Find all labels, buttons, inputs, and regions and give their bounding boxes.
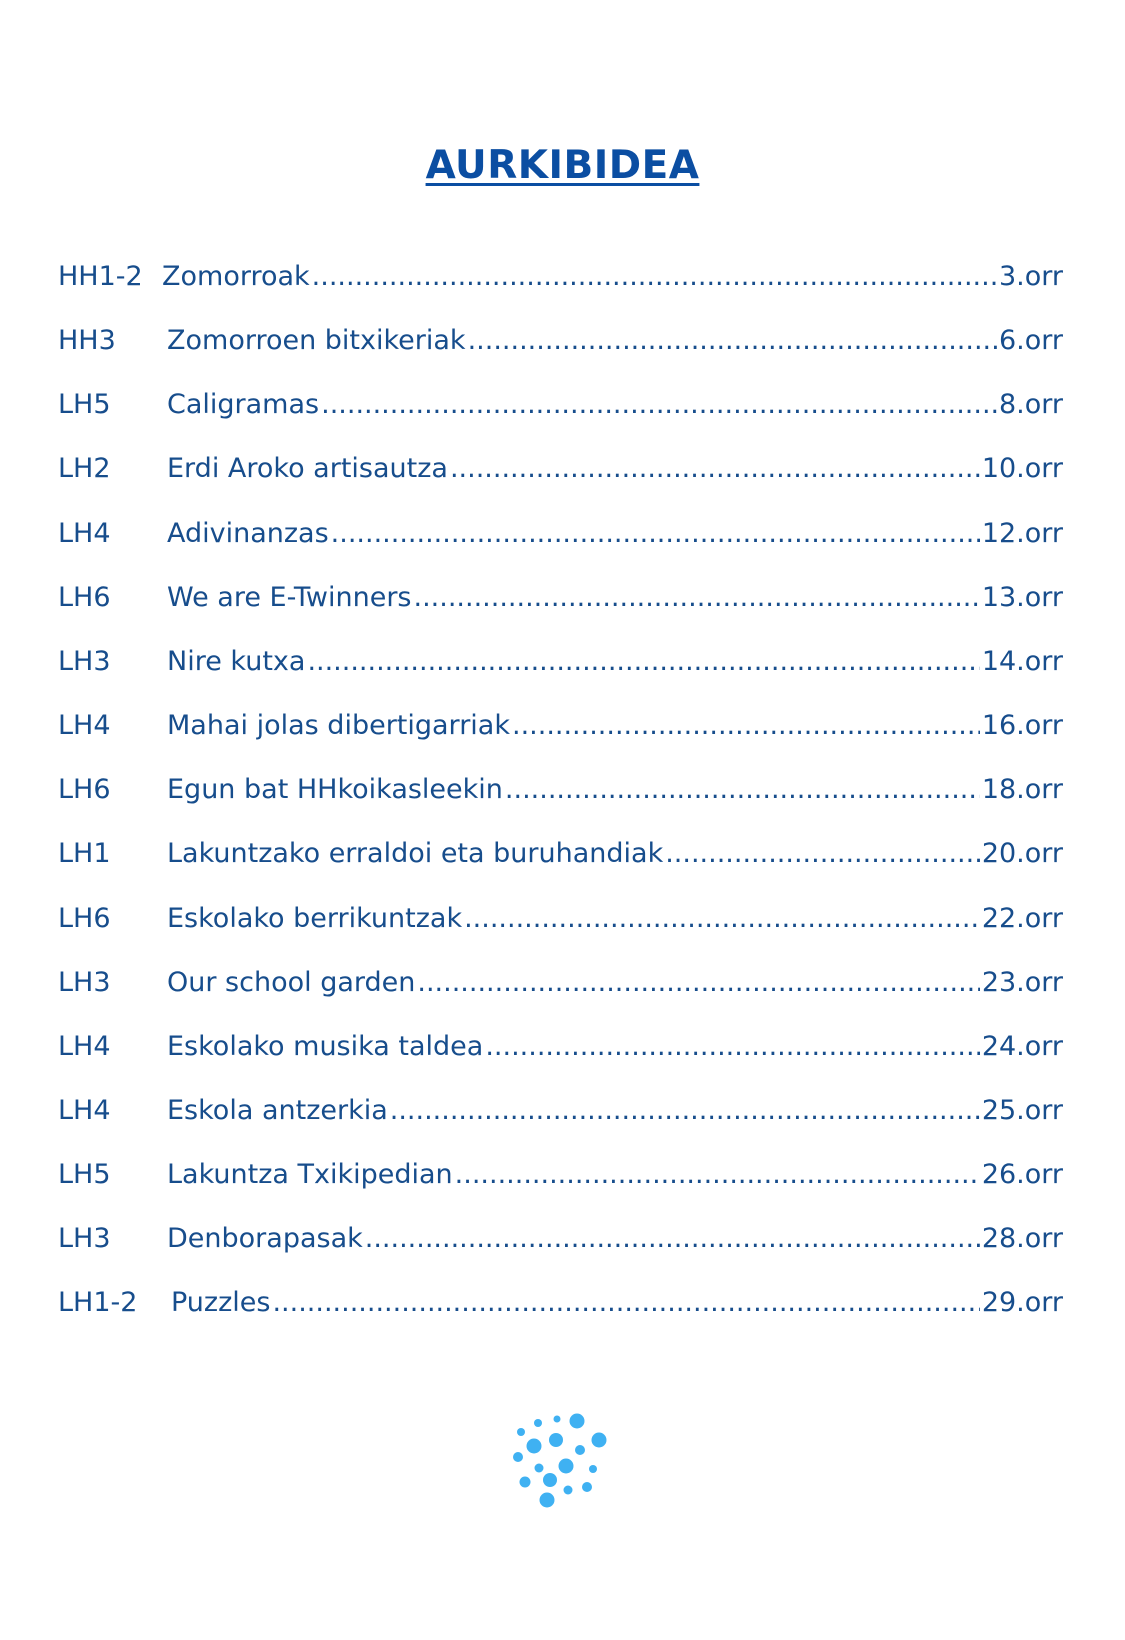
toc-entry-page: 14.orr (981, 645, 1063, 677)
logo-dot (540, 1493, 555, 1508)
toc-entry-code: LH4 (58, 517, 111, 549)
toc-entry-code: LH3 (58, 966, 111, 998)
logo-dot (534, 1419, 542, 1427)
toc-entry-title: Nire kutxa (167, 645, 306, 677)
toc-leader-dots (390, 1091, 980, 1131)
toc-leader-dots (450, 449, 980, 489)
logo-dot (543, 1473, 557, 1487)
toc-entry-title: Lakuntza Txikipedian (167, 1159, 453, 1191)
toc-leader-dots (365, 1219, 980, 1259)
toc-entry-page: 24.orr (981, 1030, 1063, 1062)
toc-entry-code: HH3 (58, 325, 116, 357)
toc-entry-page: 16.orr (981, 710, 1063, 742)
toc-entry-code: LH6 (58, 581, 111, 613)
toc-entry-code: LH2 (58, 453, 111, 485)
toc-entry-page: 28.orr (981, 1223, 1063, 1255)
toc-leader-dots (455, 1155, 980, 1195)
toc-entry-title: We are E-Twinners (167, 581, 412, 613)
toc-entry-page: 22.orr (981, 902, 1063, 934)
toc-entry[interactable] (58, 1091, 1063, 1131)
toc-entry-title: Denborapasak (167, 1223, 363, 1255)
toc-entry-code: LH1 (58, 838, 111, 870)
toc-entry-title: Lakuntzako erraldoi eta buruhandiak (167, 838, 664, 870)
toc-entry-code: LH3 (58, 1223, 111, 1255)
toc-entry[interactable] (58, 1027, 1063, 1067)
toc-entry[interactable] (58, 770, 1063, 810)
toc-entry-page: 10.orr (981, 453, 1063, 485)
toc-leader-dots (321, 385, 997, 425)
toc-entry[interactable] (58, 321, 1063, 361)
logo-dot (549, 1433, 563, 1447)
toc-leader-dots (414, 578, 980, 618)
logo-dot (589, 1465, 597, 1473)
toc-entry-page: 29.orr (981, 1287, 1063, 1319)
toc-leader-dots (272, 1283, 979, 1323)
logo-dot (564, 1486, 573, 1495)
logo-dot (570, 1414, 585, 1429)
toc-entry[interactable] (58, 257, 1063, 297)
toc-leader-dots (665, 834, 980, 874)
logo-dot (520, 1477, 531, 1488)
toc-entry[interactable] (58, 514, 1063, 554)
toc-entry-code: LH5 (58, 389, 111, 421)
toc-entry-title: Zomorroen bitxikeriak (167, 325, 466, 357)
toc-entry-title: Erdi Aroko artisautza (167, 453, 448, 485)
logo-dot (592, 1433, 607, 1448)
toc-entry[interactable] (58, 834, 1063, 874)
toc-leader-dots (417, 963, 979, 1003)
toc-entry-code: LH5 (58, 1159, 111, 1191)
toc-entry[interactable] (58, 899, 1063, 939)
toc-entry[interactable] (58, 578, 1063, 618)
dotted-sphere-logo-icon (509, 1410, 619, 1520)
toc-leader-dots (312, 257, 997, 297)
toc-leader-dots (485, 1027, 979, 1067)
logo-dot (575, 1445, 585, 1455)
logo-dot (527, 1439, 542, 1454)
toc-entry[interactable] (58, 385, 1063, 425)
toc-entry-page: 23.orr (981, 966, 1063, 998)
logo-dot (517, 1428, 525, 1436)
toc-entry-page: 6.orr (998, 325, 1063, 357)
toc-entry-title: Zomorroak (162, 261, 310, 292)
toc-entry-code: LH1-2 (58, 1287, 138, 1319)
toc-entry-code: HH1-2 (58, 261, 143, 292)
toc-entry-title: Caligramas (167, 389, 320, 421)
toc-entry-code: LH4 (58, 710, 111, 742)
toc-entry-code: LH6 (58, 774, 111, 806)
toc-entry-page: 25.orr (981, 1094, 1063, 1126)
toc-entry-title: Mahai jolas dibertigarriak (167, 710, 510, 742)
toc-entry[interactable] (58, 1283, 1063, 1323)
toc-entry[interactable] (58, 706, 1063, 746)
toc-leader-dots (512, 706, 980, 746)
toc-leader-dots (464, 899, 980, 939)
toc-entry-title: Eskola antzerkia (167, 1094, 388, 1126)
toc-entry-code: LH6 (58, 902, 111, 934)
logo-dot (535, 1464, 544, 1473)
logo-dot (582, 1482, 592, 1492)
toc-entry[interactable] (58, 449, 1063, 489)
toc-entry-page: 3.orr (998, 261, 1063, 292)
toc-leader-dots (331, 514, 980, 554)
toc-entry-page: 13.orr (981, 581, 1063, 613)
logo-dot (559, 1459, 574, 1474)
toc-entry[interactable] (58, 1219, 1063, 1259)
toc-leader-dots (307, 642, 979, 682)
toc-entry-title: Eskolako musika taldea (167, 1030, 484, 1062)
toc-entry-title: Adivinanzas (167, 517, 329, 549)
toc-entry-title: Egun bat HHkoikasleekin (167, 774, 503, 806)
toc-entry[interactable] (58, 963, 1063, 1003)
toc-entry-title: Eskolako berrikuntzak (167, 902, 463, 934)
toc-entry[interactable] (58, 1155, 1063, 1195)
toc-entry-title: Our school garden (167, 966, 416, 998)
toc-leader-dots (468, 321, 997, 361)
page-title: AURKIBIDEA (425, 143, 700, 188)
toc-entry-page: 26.orr (981, 1159, 1063, 1191)
toc-entry-code: LH3 (58, 645, 111, 677)
toc-entry-page: 12.orr (981, 517, 1063, 549)
logo-dot (513, 1452, 523, 1462)
toc-entry-title: Puzzles (171, 1287, 271, 1319)
toc-entry-page: 20.orr (981, 838, 1063, 870)
toc-entry[interactable] (58, 642, 1063, 682)
logo-dot (554, 1416, 561, 1423)
toc-entry-code: LH4 (58, 1030, 111, 1062)
toc-entry-page: 8.orr (998, 389, 1063, 421)
toc-entry-code: LH4 (58, 1094, 111, 1126)
toc-entry-page: 18.orr (981, 774, 1063, 806)
toc-leader-dots (505, 770, 980, 810)
